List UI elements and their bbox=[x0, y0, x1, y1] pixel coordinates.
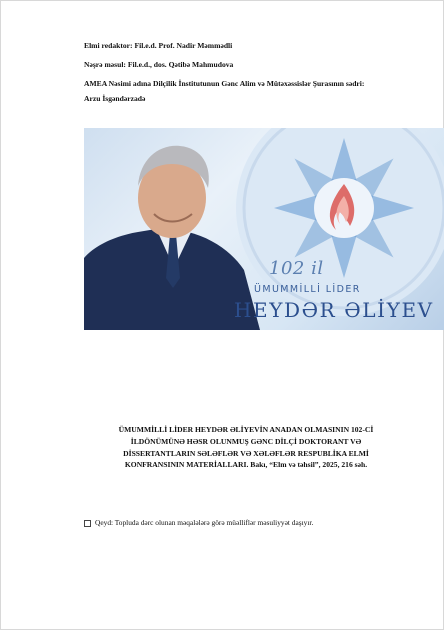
note-text: Qeyd: Topluda dərc olunan məqalələrə görə müəlliflər məsuliyyət daşıyır. bbox=[95, 518, 314, 527]
conference-title: ÜMUMMİLLİ LİDER HEYDƏR ƏLİYEVİN ANADAN OLMASININ 102-Cİ İLDÖNÜMÜNƏ HƏSR OLUNMUŞ GƏNC DİLÇİ DOKTORANT VƏ DİSSERTANTLARIN SƏLƏFLƏR VƏ XƏLƏFLƏR RESPUBLİKA ELMİ KONFRANSININ MATERİALLARI. Bakı, “Elm və təhsil”, 2025, 216 səh. bbox=[118, 425, 374, 470]
council-line: AMEA Nəsimi adına Dilçilik İnstitutunun Gənc Alim və Mütəxəssislər Şurasının sədri: bbox=[84, 79, 365, 88]
banner-year: 102 il bbox=[269, 258, 324, 279]
commemorative-banner bbox=[84, 128, 444, 330]
publisher-line: Nəşrə məsul: Fil.e.d., dos. Qətibə Mahmudova bbox=[84, 60, 234, 69]
chair-line: Arzu İsgəndərzadə bbox=[84, 94, 146, 103]
banner-name: HEYDƏR ƏLİYEV bbox=[234, 298, 434, 322]
credits-block bbox=[84, 40, 404, 112]
checkbox-icon bbox=[84, 520, 91, 527]
note-line bbox=[84, 518, 424, 528]
banner-subtitle: ÜMUMMİLLİ LİDER bbox=[254, 284, 361, 295]
editor-line: Elmi redaktor: Fil.e.d. Prof. Nadir Məmmədli bbox=[84, 41, 233, 50]
